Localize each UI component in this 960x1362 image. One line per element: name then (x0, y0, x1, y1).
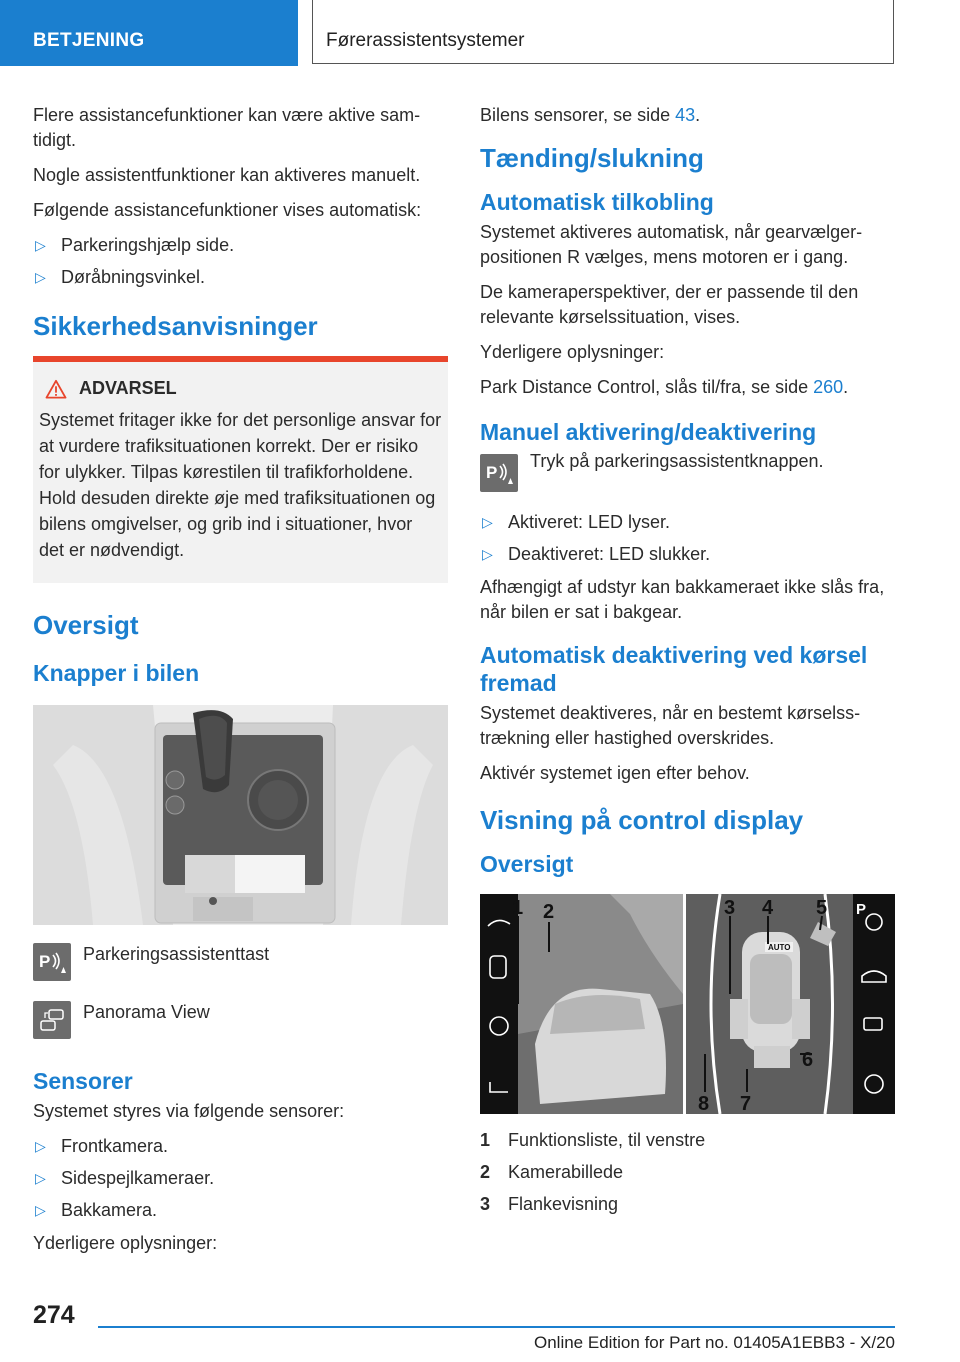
list-item: ▷ Deaktiveret: LED slukker. (480, 542, 895, 567)
list-item: ▷ Bakkamera. (33, 1198, 448, 1223)
callout-1: 1 (512, 897, 524, 919)
more-info-label: Yderligere oplysninger: (480, 342, 665, 362)
control-display-image (480, 894, 895, 1114)
center-console-illustration (33, 705, 448, 925)
more-info-label: Yderligere oplysninger: (33, 1233, 218, 1253)
auto-off-paragraph-1: Systemet deaktiveres, når en bestemt kørselsstrækning eller hastighed overskrides. (480, 703, 861, 748)
callout-6: 6 (802, 1049, 814, 1071)
callout-4: 4 (762, 897, 774, 919)
parking-assistant-key-icon (33, 943, 71, 981)
left-column (33, 103, 448, 1266)
auto-badge: AUTO (768, 943, 791, 952)
list-item: ▷ Frontkamera. (33, 1134, 448, 1159)
list-item: ▷ Parkeringshjælp side. (33, 233, 448, 258)
page-number: 274 (33, 1301, 75, 1329)
section-title: BETJENING (33, 30, 145, 51)
page-link-43[interactable]: 43 (675, 105, 696, 125)
display-legend (480, 1128, 895, 1217)
right-column (480, 103, 895, 1224)
manual-heading: Manuel aktivering/deaktivering (480, 419, 817, 445)
warning-triangle-icon (45, 379, 67, 399)
center-console-photo (33, 705, 448, 925)
chapter-title: Førerassistentsystemer (326, 30, 525, 51)
panorama-view-key-icon (33, 1001, 71, 1039)
callout-8: 8 (698, 1093, 710, 1114)
edition-note: Online Edition for Part no. 01405A1EBB3 - X/20 (534, 1333, 896, 1352)
key-label: Parkeringsassistenttast (83, 944, 270, 964)
callout-5: 5 (816, 897, 828, 919)
callout-2: 2 (543, 901, 555, 923)
warning-text: Systemet fritager ikke for det personlige ansvar for at vurdere trafiksituationen korrekt. Der er risiko for ulykker. Tilpas kørestilen til trafikforholdene. Hold desuden direkte øje med trafiksituationen og bilens omgivelser, og grib ind i situationer, hvor det er nødvendigt. (39, 410, 442, 560)
callout-3: 3 (724, 897, 736, 919)
overview-heading: Oversigt (33, 610, 139, 640)
onoff-heading: Tænding/slukning (480, 143, 704, 173)
triangle-bullet-icon: ▷ (35, 1170, 46, 1186)
legend-item: 1 Funktionsliste, til venstre (480, 1130, 706, 1150)
intro-paragraph-3: Følgende assistancefunktioner vises automatisk: (33, 200, 422, 220)
page-link-260[interactable]: 260 (813, 377, 844, 397)
buttons-heading: Knapper i bilen (33, 660, 200, 686)
sensors-intro: Systemet styres via følgende sensorer: (33, 1101, 345, 1121)
svg-text:P: P (39, 952, 51, 971)
list-item: ▷ Sidespejlkameraer. (33, 1166, 448, 1191)
manual-text: Tryk på parkeringsassistentknappen. (530, 451, 824, 471)
intro-paragraph-1: Flere assistancefunktioner kan være aktive samtidigt. (33, 105, 421, 150)
control-display-illustration (480, 894, 895, 1114)
warning-box (33, 362, 448, 583)
manual-note: Afhængigt af udstyr kan bakkameraet ikke slås fra, når bilen er sat i bakgear. (480, 577, 885, 622)
display-heading: Visning på control display (480, 805, 804, 835)
legend-item: 2 Kamerabillede (480, 1162, 624, 1182)
triangle-bullet-icon: ▷ (35, 237, 46, 253)
svg-text:P: P (856, 901, 867, 918)
triangle-bullet-icon: ▷ (35, 1202, 46, 1218)
display-overview-heading: Oversigt (480, 851, 574, 877)
legend-item: 3 Flankevisning (480, 1194, 619, 1214)
chapter-header (312, 0, 894, 64)
key-panorama-view (33, 1001, 448, 1039)
auto-on-paragraph-1: Systemet aktiveres automatisk, når gearvælgerpositionen R vælges, mens motoren er i gang. (480, 222, 863, 267)
auto-on-paragraph-2: De kameraperspektiver, der er passende til den relevante kørselssituation, vises. (480, 282, 859, 327)
auto-off-heading: Automatisk deaktivering ved kørsel fremad (480, 642, 868, 696)
auto-off-paragraph-2: Aktivér systemet igen efter behov. (480, 763, 750, 783)
footer-divider (98, 1326, 895, 1328)
list-item: ▷ Døråbningsvinkel. (33, 265, 448, 290)
sensors-heading: Sensorer (33, 1068, 133, 1094)
list-item: ▷ Aktiveret: LED lyser. (480, 510, 895, 535)
svg-text:P: P (486, 463, 498, 482)
parking-assistant-key-icon (480, 454, 518, 492)
intro-paragraph-2: Nogle assistentfunktioner kan aktiveres manuelt. (33, 165, 421, 185)
triangle-bullet-icon: ▷ (35, 1138, 46, 1154)
sensors-reference: Bilens sensorer, se side 43. (480, 105, 701, 125)
auto-on-heading: Automatisk tilkobling (480, 189, 714, 215)
callout-7: 7 (740, 1093, 752, 1114)
key-label: Panorama View (83, 1002, 210, 1022)
sensors-list (33, 1134, 448, 1223)
triangle-bullet-icon: ▷ (482, 546, 493, 562)
manual-instruction (480, 450, 895, 492)
pdc-reference: Park Distance Control, slås til/fra, se side 260. (480, 377, 849, 397)
safety-heading: Sikkerhedsanvisninger (33, 311, 318, 341)
warning-title: ADVARSEL (79, 378, 177, 398)
manual-list (480, 510, 895, 567)
triangle-bullet-icon: ▷ (35, 269, 46, 285)
triangle-bullet-icon: ▷ (482, 514, 493, 530)
auto-functions-list (33, 233, 448, 290)
section-tab (0, 0, 298, 66)
key-parking-assistant (33, 943, 448, 981)
